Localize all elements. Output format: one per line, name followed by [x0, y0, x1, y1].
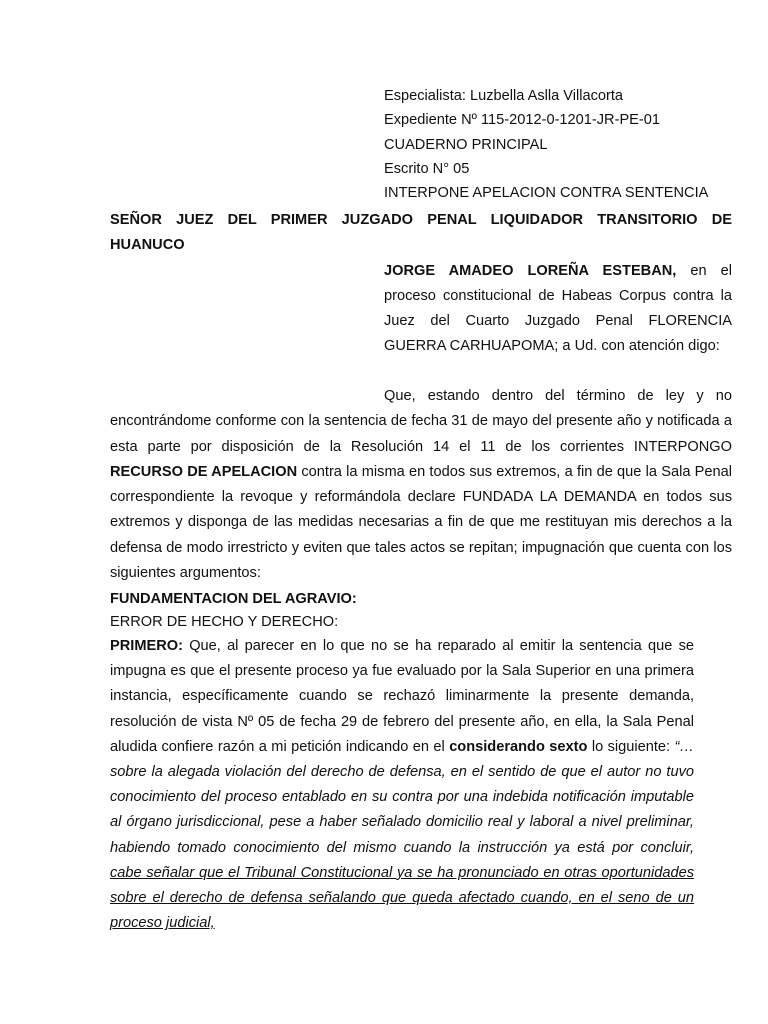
case-header	[384, 84, 734, 205]
especialista-line: Especialista: Luzbella Aslla Villacorta	[384, 88, 624, 104]
presenter-paragraph	[384, 259, 732, 359]
sumilla-line: INTERPONE APELACION CONTRA SENTENCIA	[384, 185, 709, 202]
primero-considerando: considerando sexto	[449, 738, 588, 755]
primero-label: PRIMERO:	[110, 638, 183, 654]
primero-quote-underlined: cabe señalar que el Tribunal Constitucional ya se ha pronunciado en otras oportunidades sobre el derecho de defensa señalando que queda afectado cuando, en el seno de un proceso judicial,	[110, 864, 694, 932]
section-error: ERROR DE HECHO Y DERECHO:	[110, 614, 339, 630]
presenter-name: JORGE AMADEO LOREÑA ESTEBAN,	[384, 263, 677, 279]
escrito-line: Escrito N° 05	[384, 160, 470, 177]
appeal-paragraph	[110, 384, 732, 586]
expediente-line: Expediente Nº 115-2012-0-1201-JR-PE-01	[384, 112, 661, 129]
section-fundamentacion: FUNDAMENTACION DEL AGRAVIO:	[110, 591, 357, 607]
address-line-1: SEÑOR JUEZ DEL PRIMER JUZGADO PENAL LIQUIDADOR TRANSITORIO DE	[110, 212, 732, 228]
address-line-2: HUANUCO	[110, 237, 185, 253]
cuaderno-line: CUADERNO PRINCIPAL	[384, 136, 548, 153]
primero-text-a: Que, al parecer en lo que no se ha reparado al emitir la sentencia que se impugna es que el presente proceso ya fue evaluado por la Sala Superior en una primera instancia, específicamente cuando se rechazó liminarmente la presente demanda, resolución de vista Nº 05 de fecha 29 de febrero del presente año, en ella, la Sala Penal aludida confiere razón a mi petición indicando en el	[110, 638, 694, 755]
primero-text-b: lo siguiente:	[587, 738, 675, 755]
appeal-text-a: Que, estando dentro del término de ley y no encontrándome conforme con la sentencia de fecha 31 de mayo del presente año y notificada a esta parte por disposición de la Resolución 14 el 11 de los corrientes INTERPONGO	[110, 388, 732, 455]
presenter-text: en el proceso constitucional de Habeas Corpus contra la Juez del Cuarto Juzgado Penal FLORENCIA GUERRA CARHUAPOMA; a Ud. con atención digo:	[384, 263, 732, 354]
primero-paragraph	[110, 634, 694, 936]
judge-address	[110, 208, 732, 258]
appeal-text-b: contra la misma en todos sus extremos, a fin de que la Sala Penal correspondiente la revoque y reformándola declare FUNDADA LA DEMANDA en todos sus extremos y disponga de las medidas necesarias a fin de que me restituyan mis derechos a la defensa de modo irrestricto y eviten que tales actos se repitan; impugnación que cuenta con los siguientes argumentos:	[110, 463, 732, 582]
appeal-bold: RECURSO DE APELACION	[110, 463, 298, 480]
primero-quote: “… sobre la alegada violación del derecho de defensa, en el sentido de que el autor no tuvo conocimiento del proceso entablado en su contra por una indebida notificación imputable al órgano jurisdiccional, pese a haber señalado domicilio real y laboral a nivel preliminar, habiendo tomado conocimiento del mismo cuando la instrucción ya está por concluir,	[110, 738, 694, 856]
